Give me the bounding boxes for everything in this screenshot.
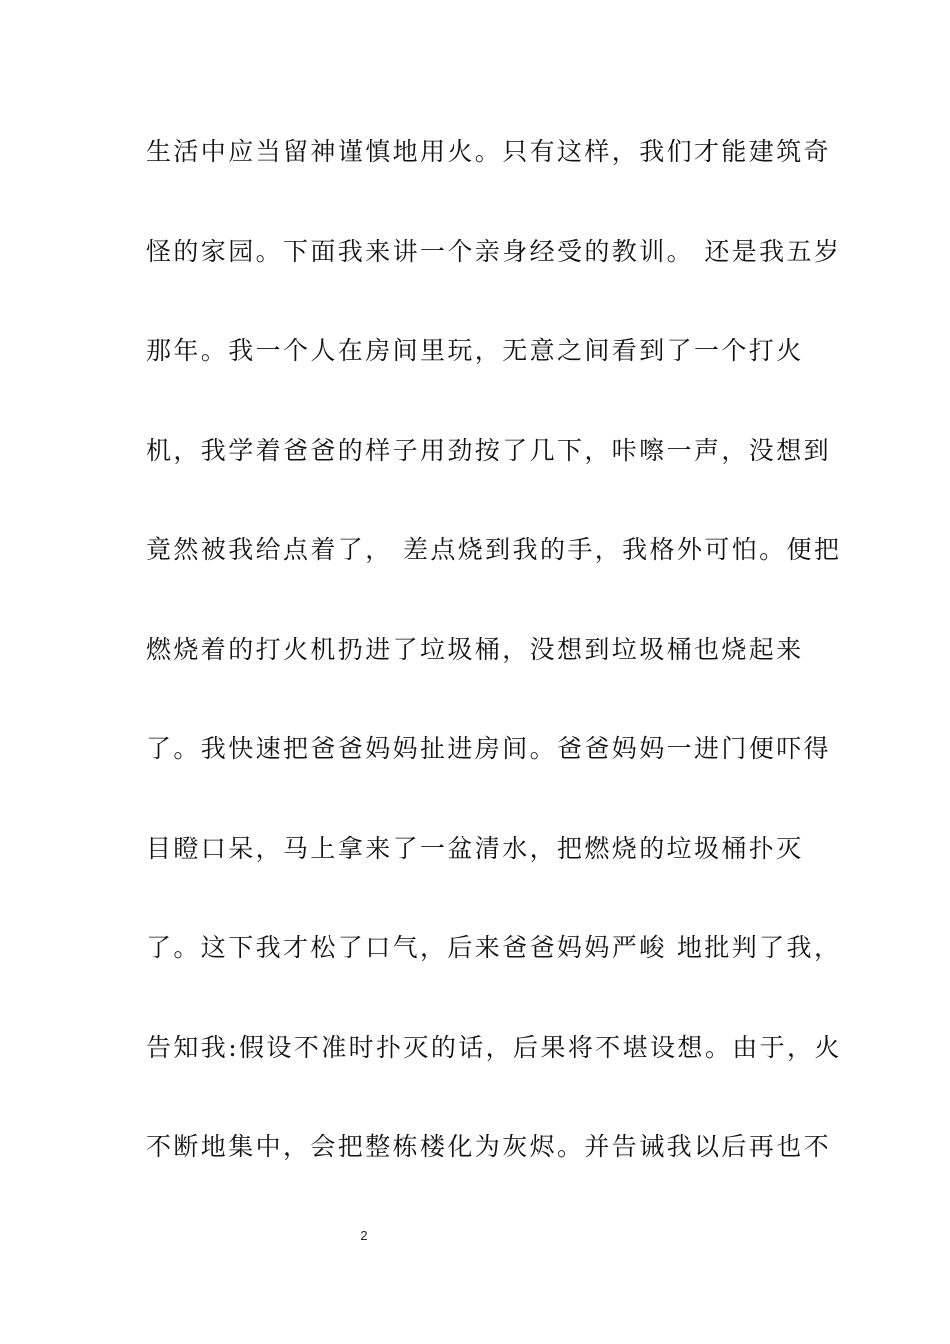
body-text — [146, 130, 842, 1225]
text-line: 了。这下我才松了口气，后来爸爸妈妈严峻 地批判了我， — [146, 933, 842, 962]
text-line: 那年。我一个人在房间里玩，无意之间看到了一个打火 — [146, 336, 804, 365]
text-line: 生活中应当留神谨慎地用火。只有这样，我们才能建筑奇 — [146, 137, 832, 166]
text-line: 怪的家园。下面我来讲一个亲身经受的教训。 还是我五岁 — [146, 236, 842, 266]
text-line: 告知我:假设不准时扑灭的话，后果将不堪设想。由于，火 — [146, 1032, 842, 1062]
text-line: 燃烧着的打火机扔进了垃圾桶，没想到垃圾桶也烧起来 — [146, 634, 804, 664]
text-line: 竟然被我给点着了， 差点烧到我的手，我格外可怕。便把 — [146, 535, 842, 564]
page-number: 2 — [360, 1228, 368, 1243]
text-line: 机，我学着爸爸的样子用劲按了几下，咔嚓一声，没想到 — [146, 435, 832, 465]
text-line: 目瞪口呆，马上拿来了一盆清水，把燃烧的垃圾桶扑灭 — [146, 833, 804, 863]
text-line: 了。我快速把爸爸妈妈扯进房间。爸爸妈妈一进门便吓得 — [146, 734, 832, 763]
text-line: 不断地集中，会把整栋楼化为灰烬。并告诫我以后再也不 — [146, 1132, 832, 1161]
